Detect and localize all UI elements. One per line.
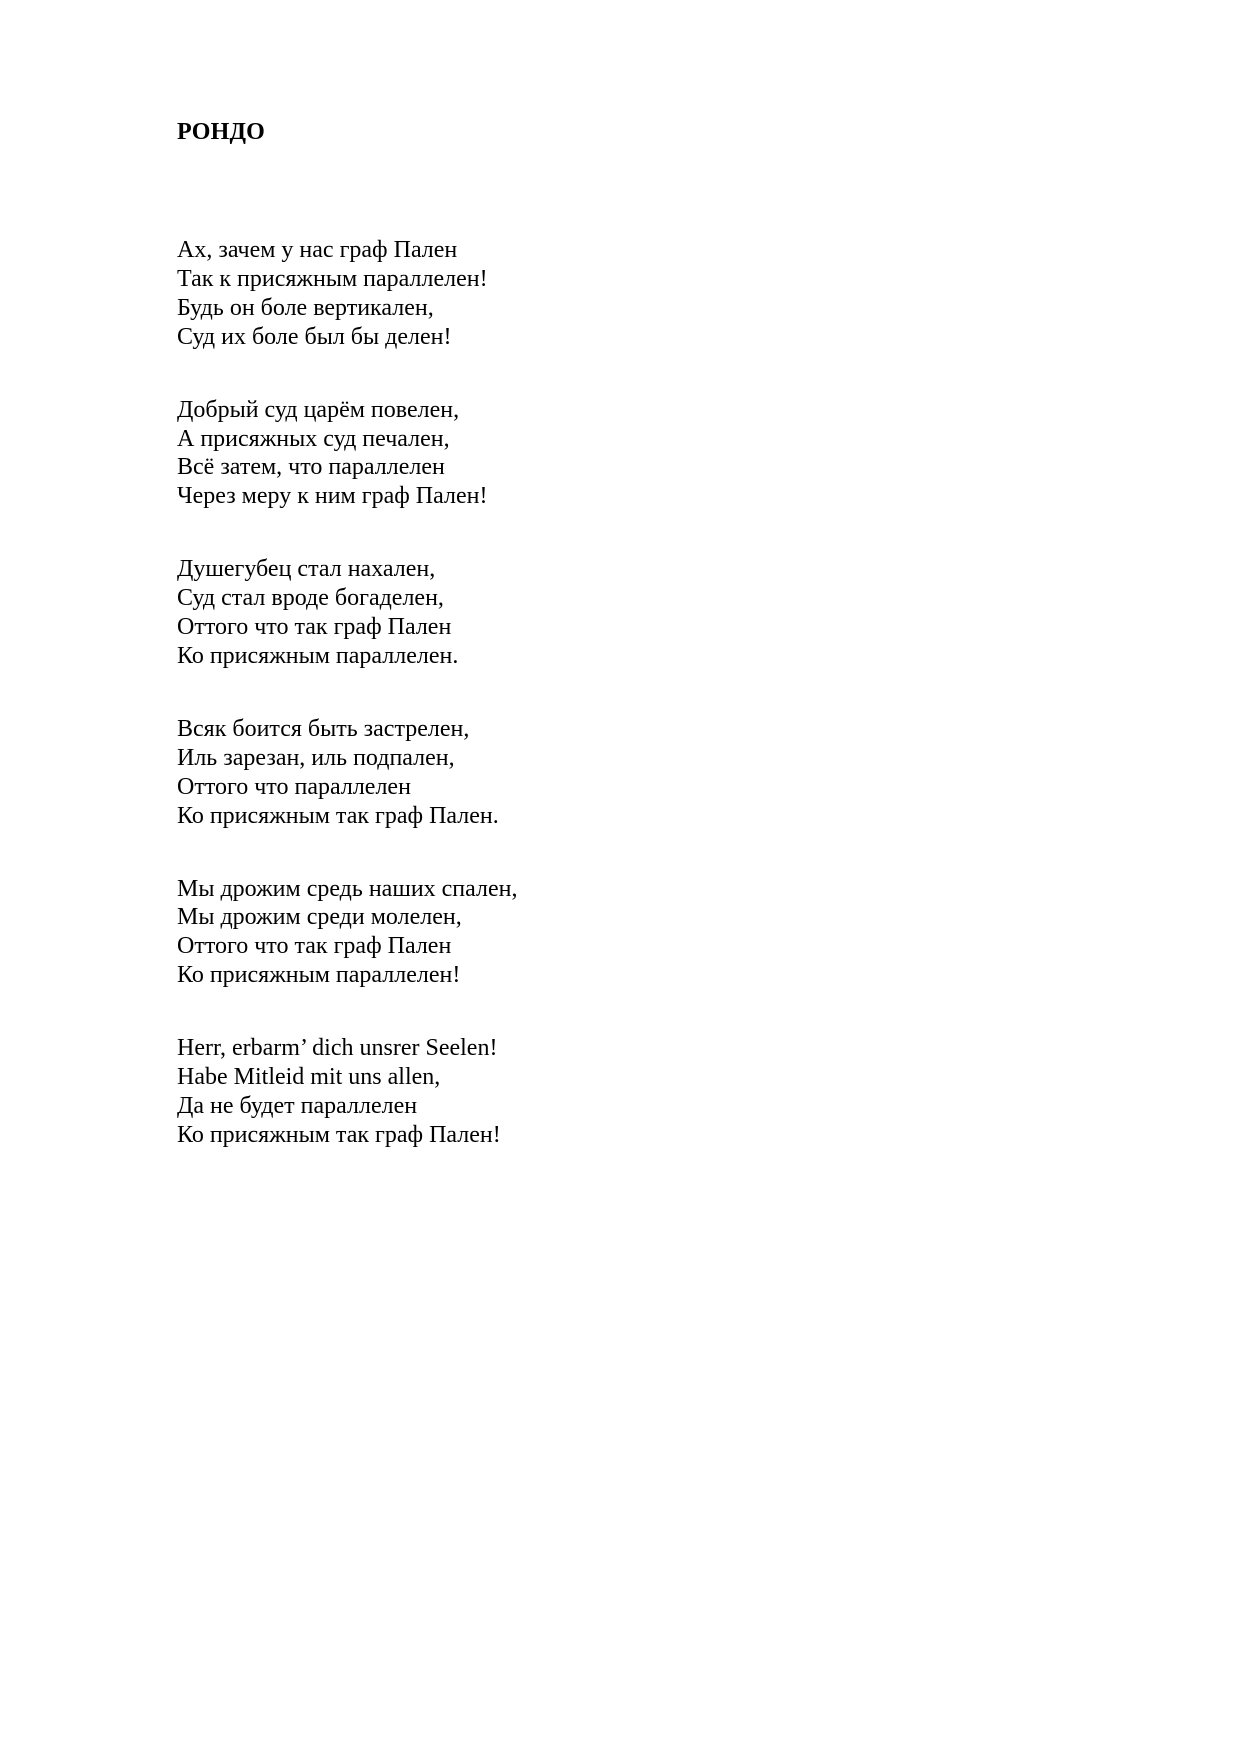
poem-body xyxy=(177,236,977,1194)
poem-line: Душегубец стал нахален, xyxy=(177,556,436,583)
stanza-2 xyxy=(177,396,977,512)
poem-line: Добрый суд царём повелен, xyxy=(177,396,460,423)
poem-line: Всё затем, что параллелен xyxy=(177,454,445,481)
poem-line: Habe Mitleid mit uns allen, xyxy=(177,1064,441,1091)
poem-line: Ко присяжным параллелен. xyxy=(177,642,459,669)
stanza-5 xyxy=(177,875,977,991)
poem-line: Всяк боится быть застрелен, xyxy=(177,715,470,742)
poem-line: Оттого что так граф Пален xyxy=(177,614,452,641)
poem-line: Через меру к ним граф Пален! xyxy=(177,483,488,510)
stanza-1 xyxy=(177,236,977,352)
poem-line: Будь он боле вертикален, xyxy=(177,294,434,321)
poem-line: Иль зарезан, иль подпален, xyxy=(177,744,455,771)
poem-line: Оттого что так граф Пален xyxy=(177,933,452,960)
stanza-3 xyxy=(177,555,977,671)
poem-line: Ко присяжным параллелен! xyxy=(177,962,461,989)
poem-line: Ко присяжным так граф Пален. xyxy=(177,802,499,829)
poem-line: Суд стал вроде богаделен, xyxy=(177,585,444,612)
poem-line: Ах, зачем у нас граф Пален xyxy=(177,237,458,263)
poem-line: Суд их боле был бы делен! xyxy=(177,323,452,350)
poem-title: РОНДО xyxy=(177,119,266,145)
poem-line: Herr, erbarm’ dich unsrer Seelen! xyxy=(177,1035,498,1062)
poem-line: Мы дрожим средь наших спален, xyxy=(177,875,518,902)
stanza-6 xyxy=(177,1034,977,1150)
stanza-4 xyxy=(177,715,977,831)
poem-line: Оттого что параллелен xyxy=(177,773,411,800)
poem-line: Да не будет параллелен xyxy=(177,1092,418,1119)
poem-line: А присяжных суд печален, xyxy=(177,425,450,452)
poem-line: Ко присяжным так граф Пален! xyxy=(177,1121,501,1148)
poem-line: Так к присяжным параллелен! xyxy=(177,265,488,292)
poem-line: Мы дрожим среди молелен, xyxy=(177,904,462,931)
